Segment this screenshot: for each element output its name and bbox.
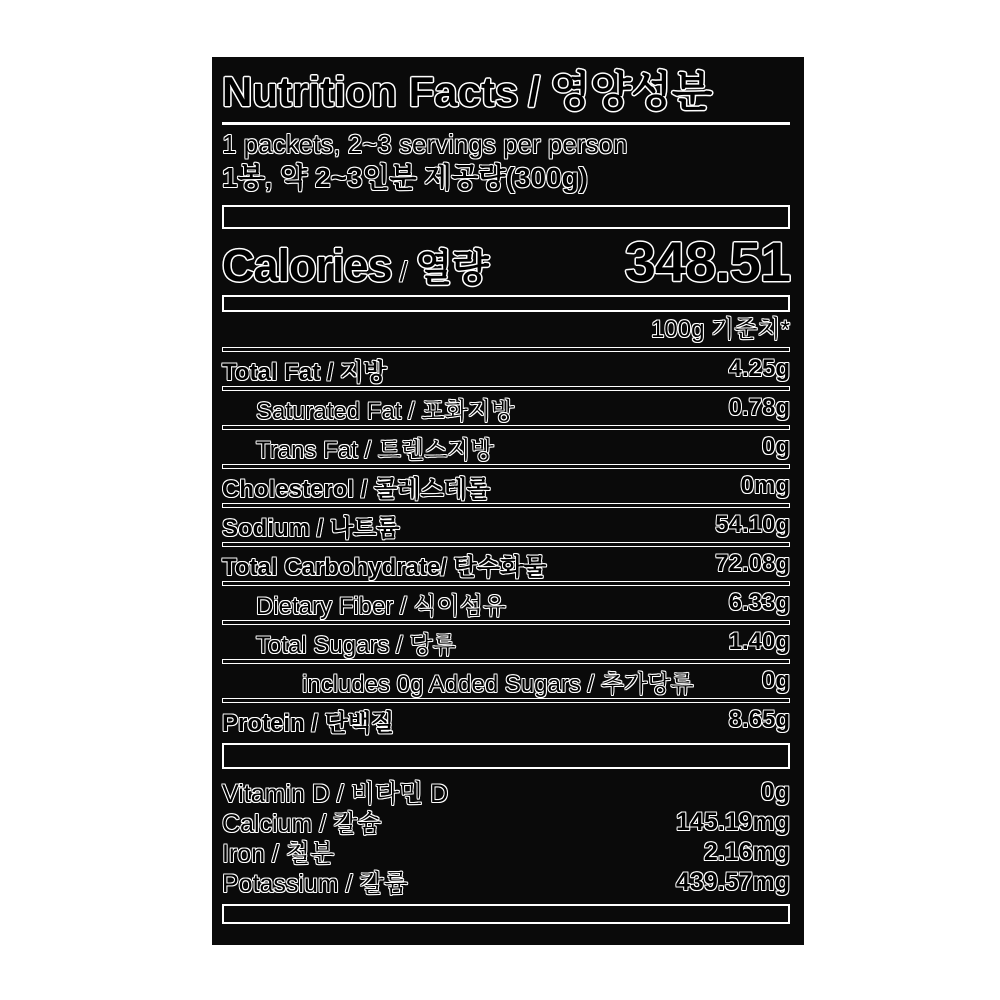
nutrient-value: 4.25g [728, 355, 790, 382]
calories-label-en: Calories [222, 240, 392, 291]
nutrition-facts-label [212, 57, 804, 945]
thick-bar-under-protein [222, 743, 790, 769]
nutrient-name: Calcium / 칼슘 [222, 810, 382, 838]
title-en: Nutrition Facts [222, 68, 519, 115]
nutrient-value: 0g [760, 777, 790, 806]
nutrient-name: Vitamin D / 비타민 D [222, 780, 449, 808]
nutrient-value: 1.40g [728, 628, 790, 655]
nutrient-name: Cholesterol / 콜레스테롤 [222, 475, 490, 503]
nutrient-name: Total Sugars / 당류 [256, 631, 456, 659]
thick-bar-top [222, 205, 790, 229]
nutrient-value: 8.65g [728, 706, 790, 733]
nutrient-value: 0g [761, 433, 790, 460]
nutrient-row-protein [222, 703, 790, 737]
nutrient-name: Protein / 단백질 [222, 709, 395, 737]
nutrient-row-saturated-fat [222, 391, 790, 425]
thick-bar-under-calories [222, 295, 790, 312]
nutrient-row-added-sugars [222, 664, 790, 698]
nutrient-value: 72.08g [715, 550, 790, 577]
nutrient-name: Total Carbohydrate/ 탄수화물 [222, 553, 547, 581]
title-slash: / [528, 68, 541, 115]
thick-bar-bottom [222, 904, 790, 924]
serving-info-ko: 1봉, 약 2~3인분 제공량(300g) [222, 162, 588, 193]
nutrient-value: 2.16mg [703, 837, 790, 866]
micro-row-potassium [222, 867, 790, 897]
calories-slash: / [399, 256, 408, 287]
title-ko: 영양성분 [550, 68, 713, 115]
nutrient-value: 0.78g [728, 394, 790, 421]
nutrient-row-dietary-fiber [222, 586, 790, 620]
label-title [222, 65, 790, 119]
micro-row-vitamin-d [222, 777, 790, 807]
calories-row [222, 230, 790, 293]
nutrient-name: Dietary Fiber / 식이섬유 [256, 592, 507, 620]
nutrient-value: 6.33g [728, 589, 790, 616]
nutrient-row-total-carbohydrate [222, 547, 790, 581]
serving-info-en: 1 packets, 2~3 servings per person [222, 129, 628, 159]
nutrient-name: Iron / 철분 [222, 840, 335, 868]
title-divider [222, 122, 790, 125]
micro-row-iron [222, 837, 790, 867]
reference-note: 100g 기준치* [651, 316, 790, 343]
nutrient-value: 145.19mg [676, 807, 790, 836]
calories-value: 348.51 [624, 230, 790, 293]
nutrient-value: 0g [761, 667, 790, 694]
calories-label-ko: 열량 [415, 248, 489, 290]
nutrient-row-trans-fat [222, 430, 790, 464]
nutrient-name: includes 0g Added Sugars / 추가당류 [302, 670, 694, 698]
nutrient-value: 0mg [740, 472, 790, 499]
nutrient-name: Total Fat / 지방 [222, 358, 387, 386]
nutrient-value: 439.57mg [676, 867, 790, 896]
nutrient-name: Sodium / 나트륨 [222, 514, 400, 542]
nutrient-row-total-sugars [222, 625, 790, 659]
nutrient-value: 54.10g [715, 511, 790, 538]
nutrient-row-cholesterol [222, 469, 790, 503]
nutrient-name: Saturated Fat / 포화지방 [256, 397, 515, 425]
nutrient-name: Potassium / 칼륨 [222, 870, 408, 898]
nutrient-row-total-fat [222, 352, 790, 386]
micro-row-calcium [222, 807, 790, 837]
nutrient-name: Trans Fat / 트렌스지방 [256, 436, 494, 464]
nutrient-row-sodium [222, 508, 790, 542]
